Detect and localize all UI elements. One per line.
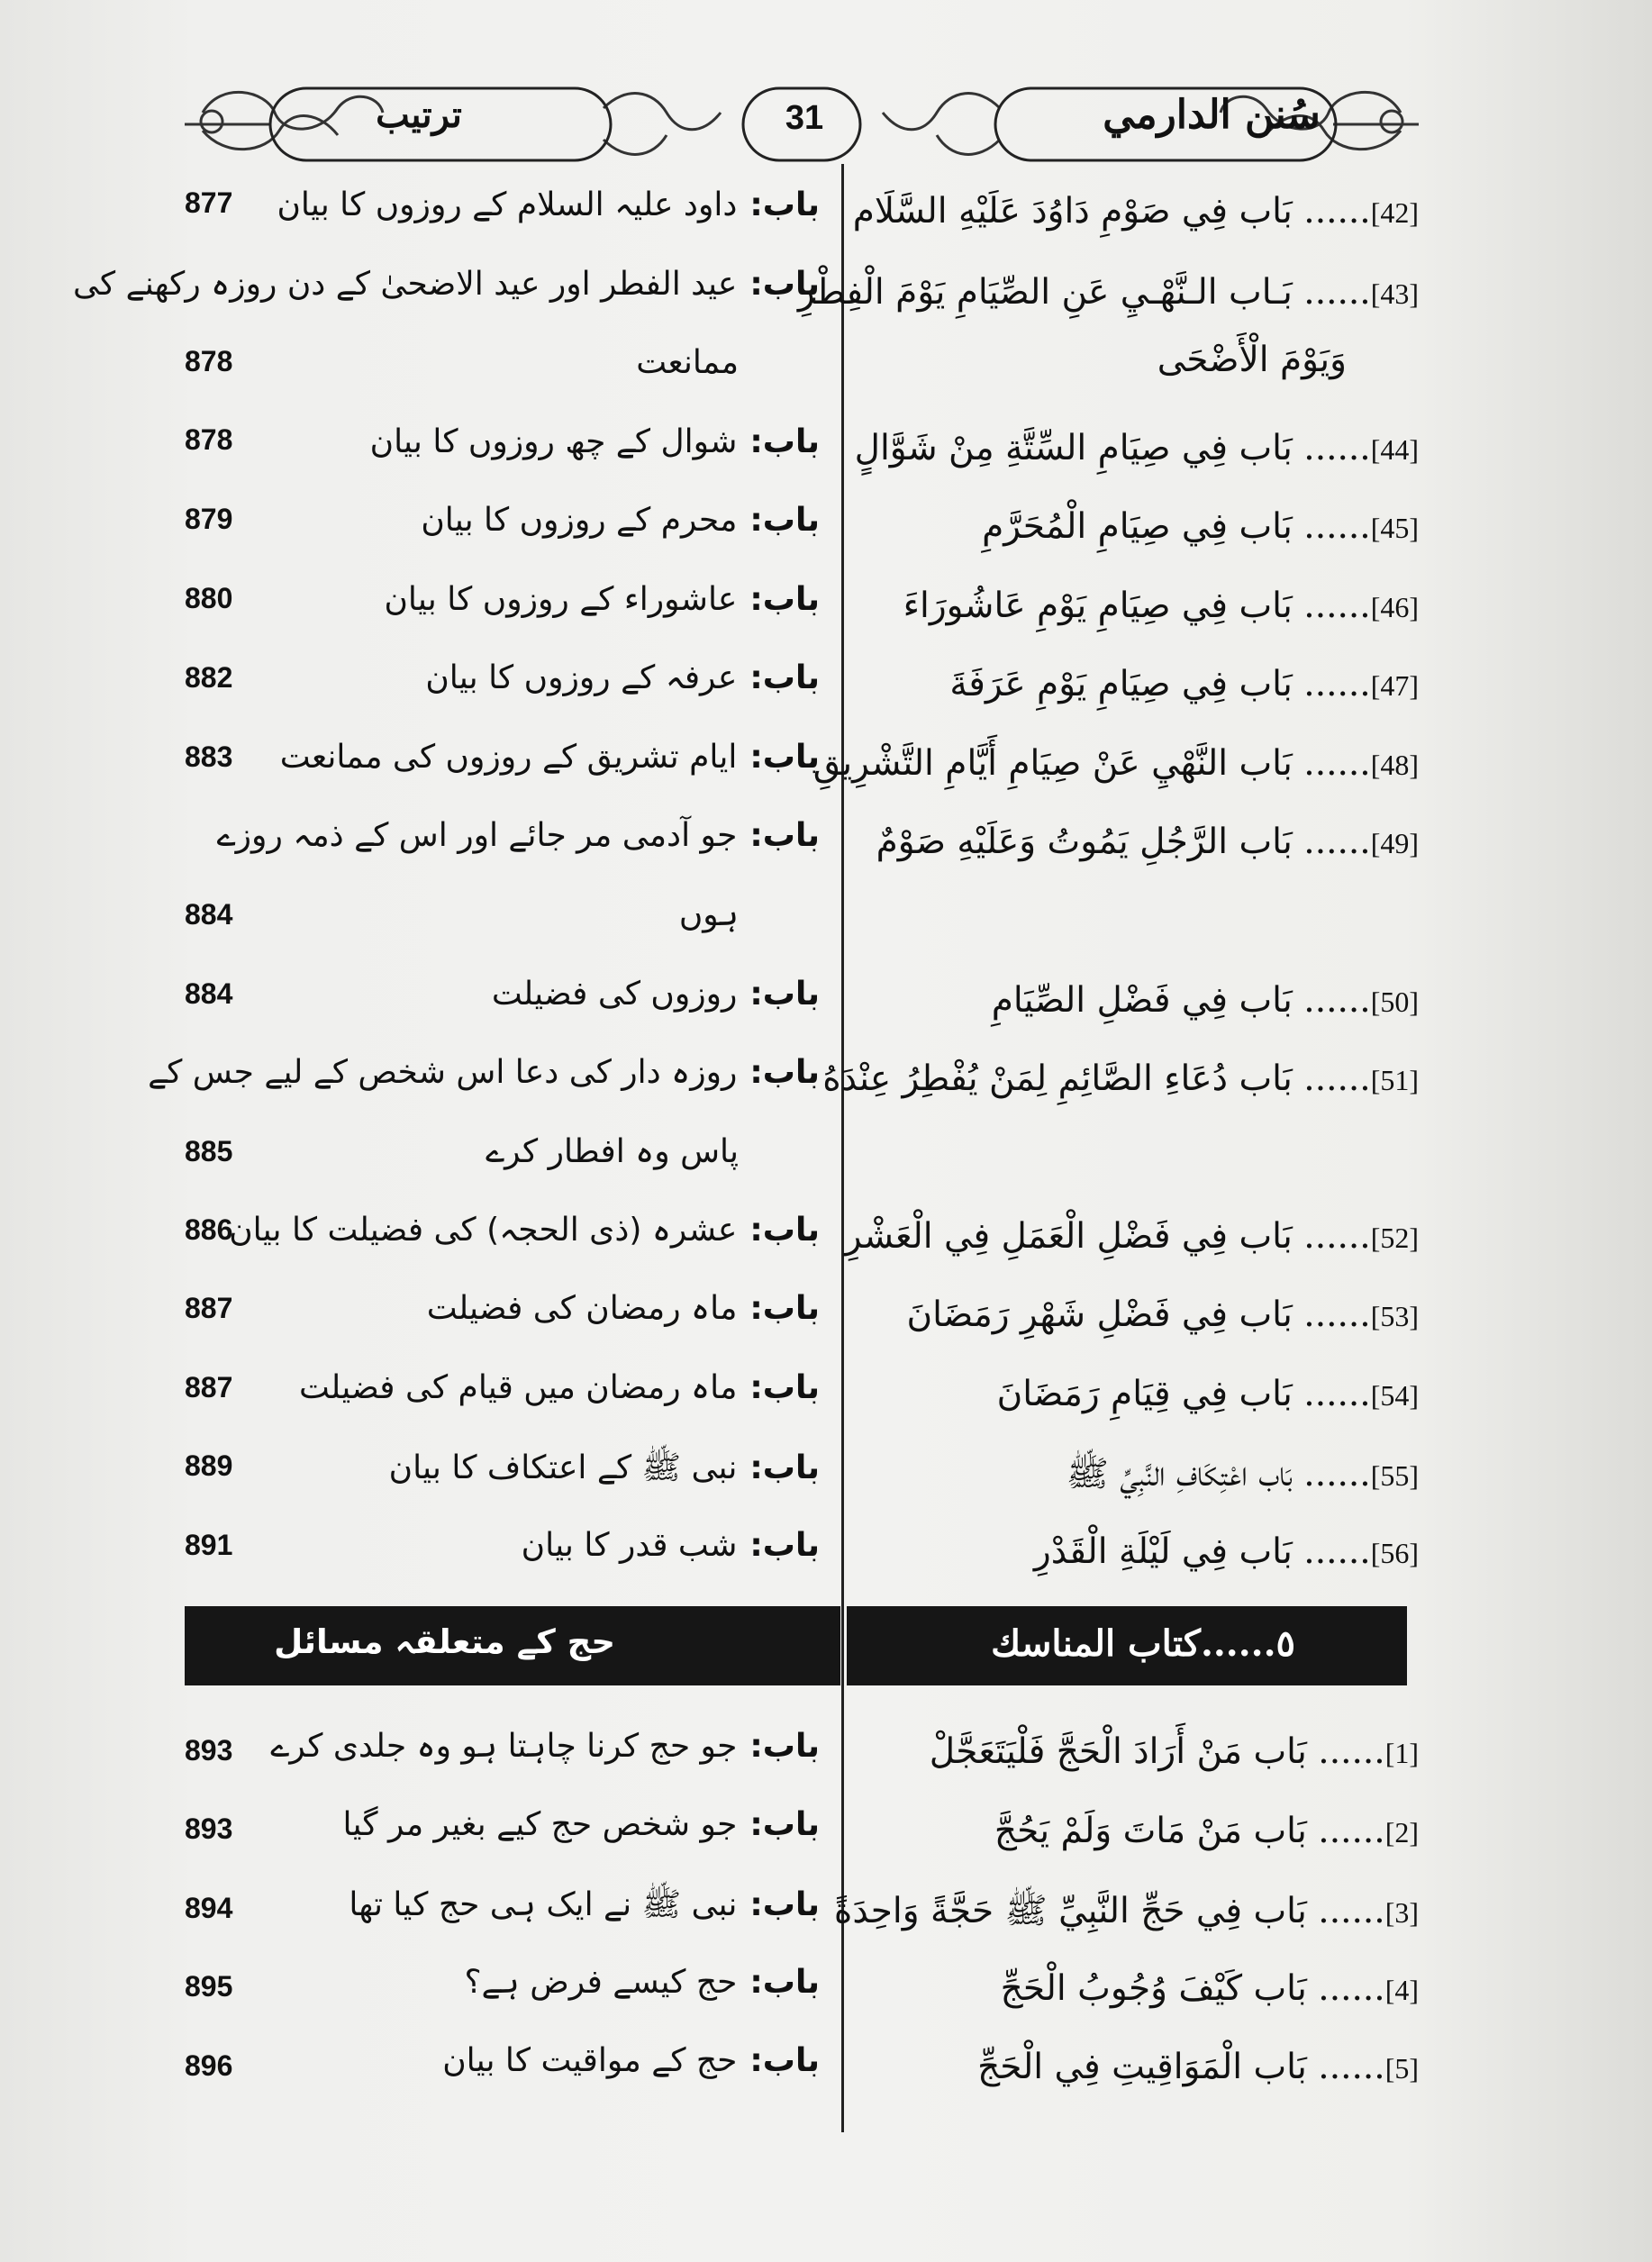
urdu-chapter-row <box>270 739 820 776</box>
chapter-number: [52] <box>1370 1222 1419 1254</box>
urdu-chapter-title: شب قدر کا بیان <box>521 1527 738 1564</box>
arabic-chapter-title: ...... بَاب الرَّجُلِ يَمُوتُ وَعَلَيْهِ صَوْمٌ <box>876 822 1371 862</box>
urdu-chapter-title: عید الفطر اور عید الاضحیٰ کے دن روزہ رکھنے کی <box>73 266 738 303</box>
urdu-chapter-title: ماہ رمضان کی فضیلت <box>426 1290 738 1327</box>
bab-label: باب: <box>749 1290 820 1327</box>
urdu-chapter-title: محرم کے روزوں کا بیان <box>421 502 738 539</box>
urdu-chapter-row <box>270 1290 820 1327</box>
bab-label: باب: <box>749 1449 820 1486</box>
chapter-number: [48] <box>1370 749 1419 781</box>
urdu-chapter-title: روزہ دار کی دعا اس شخص کے لیے جس کے <box>148 1054 738 1091</box>
arabic-chapter-row <box>860 1452 1419 1503</box>
arabic-chapter-title: ...... بَاب النَّهْيِ عَنْ صِيَامِ أَيَّامِ التَّشْرِيقِ <box>812 743 1371 784</box>
arabic-chapter-row <box>833 1889 1419 1940</box>
arabic-chapter-title: ...... بَاب فِي صِيَامِ السِّتَّةِ مِنْ شَوَّالٍ <box>854 428 1371 468</box>
urdu-chapter-row <box>270 1728 820 1765</box>
bab-label: باب: <box>749 739 820 776</box>
page-ref: 894 <box>185 1892 233 1924</box>
arabic-chapter-title: ...... بَاب مَنْ أَرَادَ الْحَجَّ فَلْيَتَعَجَّلْ <box>929 1731 1385 1772</box>
urdu-chapter-row <box>270 186 820 223</box>
arabic-chapter-title: ...... بَاب فِي صِيَامِ يَوْمِ عَرَفَةَ <box>949 664 1371 704</box>
bab-label: باب: <box>749 502 820 539</box>
arabic-chapter-title: ...... بَاب فِي لَيْلَةِ الْقَدْرِ <box>1033 1531 1371 1572</box>
urdu-chapter-row <box>73 266 820 303</box>
arabic-book-heading-bar <box>847 1606 1407 1685</box>
bab-label: باب: <box>749 1886 820 1923</box>
urdu-chapter-row <box>270 2042 820 2079</box>
urdu-chapter-row <box>229 1212 820 1249</box>
arabic-chapter-title: ...... بَاب فِي فَضْلِ الْعَمَلِ فِي الْعَشْرِ <box>844 1216 1371 1257</box>
arabic-chapter-row <box>860 586 1419 626</box>
urdu-chapter-row <box>270 1885 820 1931</box>
chapter-number: [49] <box>1370 827 1419 859</box>
arabic-chapter-row <box>860 506 1419 547</box>
arabic-chapter-row <box>860 664 1419 704</box>
bab-label: باب: <box>749 1212 820 1249</box>
arabic-chapter-row <box>860 1968 1419 2009</box>
bab-label: باب: <box>749 1964 820 2001</box>
urdu-chapter-row <box>148 1054 820 1091</box>
urdu-chapter-row <box>270 1369 820 1406</box>
urdu-chapter-title: ماہ رمضان میں قیام کی فضیلت <box>298 1369 738 1406</box>
urdu-chapter-title: عشرہ (ذی الحجہ) کی فضیلت کا بیان <box>229 1212 738 1249</box>
urdu-chapter-title: روزوں کی فضیلت <box>491 976 738 1013</box>
urdu-chapter-row <box>270 423 820 460</box>
urdu-book-heading: حج کے متعلقہ مسائل <box>274 1622 615 1661</box>
arabic-chapter-title: ...... بَاب فِي فَضْلِ شَهْرِ رَمَضَانَ <box>906 1295 1371 1335</box>
bab-label: باب: <box>749 1728 820 1765</box>
arabic-chapter-title: ...... بَاب فِي صِيَامِ يَوْمِ عَاشُورَاءَ <box>903 586 1371 626</box>
arabic-chapter-title: ...... بَاب اعْتِكَافِ النَّبِيِّ ﷺ <box>1066 1454 1371 1494</box>
urdu-chapter-row <box>270 1527 820 1564</box>
bab-label: باب: <box>749 1527 820 1564</box>
page-number: 31 <box>785 99 824 137</box>
arabic-chapter-row <box>852 191 1419 232</box>
urdu-chapter-title: عاشوراء کے روزوں کا بیان <box>384 581 738 618</box>
urdu-chapter-title-cont: ممانعت <box>636 344 739 381</box>
arabic-chapter-row <box>854 428 1419 468</box>
page-ref: 886 <box>185 1213 233 1246</box>
chapter-number: [4] <box>1384 1974 1419 2006</box>
urdu-chapter-title: جو شخص حج کیے بغیر مر گیا <box>342 1806 738 1843</box>
column-divider <box>841 164 844 2132</box>
arabic-chapter-row <box>822 1058 1419 1099</box>
bab-label: باب: <box>749 976 820 1013</box>
chapter-number: [42] <box>1370 196 1419 229</box>
bab-label: باب: <box>749 2042 820 2079</box>
page-ref: 893 <box>185 1812 233 1845</box>
chapter-number: [5] <box>1384 2052 1419 2085</box>
page-ref: 889 <box>185 1449 233 1482</box>
chapter-number: [47] <box>1370 669 1419 702</box>
chapter-number: [1] <box>1384 1737 1419 1769</box>
chapter-number: [43] <box>1370 277 1419 310</box>
urdu-chapter-row <box>270 502 820 539</box>
arabic-book-heading: ٥......كتاب المناسك <box>991 1622 1295 1665</box>
chapter-number: [56] <box>1370 1537 1419 1569</box>
urdu-chapter-title: عرفہ کے روزوں کا بیان <box>425 659 738 696</box>
urdu-chapter-title: داود علیہ السلام کے روزوں کا بیان <box>277 186 738 223</box>
page-ref: 878 <box>185 345 233 377</box>
urdu-book-heading-bar <box>185 1606 840 1685</box>
arabic-chapter-row <box>860 980 1419 1021</box>
urdu-chapter-title: ایام تشریق کے روزوں کی ممانعت <box>279 739 738 776</box>
urdu-chapter-title: جو حج کرنا چاہتا ہو وہ جلدی کرے <box>270 1728 738 1765</box>
arabic-chapter-row <box>860 2047 1419 2087</box>
arabic-chapter-title: ...... بَاب فِي حَجِّ النَّبِيِّ ﷺ حَجَّةً وَاحِدَةً <box>833 1891 1385 1931</box>
arabic-chapter-row <box>860 1295 1419 1335</box>
bab-label: باب: <box>749 266 820 303</box>
urdu-chapter-title: حج کیسے فرض ہے؟ <box>464 1964 738 2001</box>
page-ref: 882 <box>185 661 233 694</box>
page-ref: 896 <box>185 2049 233 2082</box>
page-ref: 883 <box>185 740 233 773</box>
arabic-chapter-title: ...... بَاب فِي قِيَامِ رَمَضَانَ <box>996 1374 1371 1414</box>
arabic-chapter-row <box>860 1531 1419 1572</box>
urdu-chapter-title: جو آدمی مر جائے اور اس کے ذمہ روزے <box>216 817 738 854</box>
chapter-number: [2] <box>1384 1816 1419 1849</box>
urdu-chapter-title-cont: پاس وہ افطار کرے <box>486 1133 739 1170</box>
arabic-chapter-row <box>797 272 1419 380</box>
bab-label: باب: <box>749 1054 820 1091</box>
arabic-chapter-title: ...... بَاب الْمَوَاقِيتِ فِي الْحَجِّ <box>977 2047 1385 2087</box>
page-ref: 878 <box>185 423 233 456</box>
arabic-chapter-row <box>860 1374 1419 1414</box>
urdu-chapter-title: نبی ﷺ نے ایک ہی حج کیا تھا <box>349 1886 738 1923</box>
arabic-chapter-title: ...... بَاب دُعَاءِ الصَّائِمِ لِمَنْ يُفْطِرُ عِنْدَهُ <box>822 1058 1371 1099</box>
section-title: ترتيب <box>376 94 462 136</box>
page-ref: 891 <box>185 1529 233 1561</box>
bab-label: باب: <box>749 1369 820 1406</box>
urdu-chapter-row <box>270 659 820 696</box>
chapter-number: [53] <box>1370 1300 1419 1332</box>
page-ref: 885 <box>185 1135 233 1167</box>
urdu-chapter-row <box>216 817 820 854</box>
arabic-chapter-row <box>844 1216 1419 1257</box>
arabic-chapter-title: ...... بَاب فِي فَضْلِ الصِّيَامِ <box>991 980 1371 1021</box>
page-ref: 887 <box>185 1292 233 1324</box>
arabic-chapter-row <box>860 1731 1419 1772</box>
bab-label: باب: <box>749 1806 820 1843</box>
chapter-number: [54] <box>1370 1379 1419 1412</box>
chapter-number: [3] <box>1384 1896 1419 1929</box>
page-ref: 887 <box>185 1371 233 1404</box>
arabic-chapter-row <box>860 1811 1419 1851</box>
chapter-number: [45] <box>1370 512 1419 544</box>
urdu-chapter-row <box>270 1964 820 2001</box>
bab-label: باب: <box>749 659 820 696</box>
urdu-chapter-row <box>270 1448 820 1494</box>
page-ref: 884 <box>185 898 233 931</box>
urdu-chapter-row <box>270 976 820 1013</box>
arabic-chapter-title: ...... بَـاب الـنَّهْـيِ عَنِ الصِّيَامِ يَوْمَ الْفِطْرِ <box>797 272 1371 313</box>
arabic-chapter-row <box>812 743 1419 784</box>
chapter-number: [55] <box>1370 1459 1419 1492</box>
bab-label: باب: <box>749 581 820 618</box>
book-title: سُنن الدارمي <box>1103 92 1321 138</box>
page-ref: 893 <box>185 1734 233 1767</box>
arabic-chapter-title: ...... بَاب فِي صَوْمِ دَاوُدَ عَلَيْهِ السَّلَام <box>852 191 1371 232</box>
urdu-chapter-title: شوال کے چھ روزوں کا بیان <box>369 423 738 460</box>
bab-label: باب: <box>749 817 820 854</box>
chapter-number: [51] <box>1370 1064 1419 1096</box>
urdu-chapter-title: حج کے مواقیت کا بیان <box>442 2042 738 2079</box>
page-ref: 880 <box>185 582 233 614</box>
arabic-chapter-title: ...... بَاب كَيْفَ وُجُوبُ الْحَجِّ <box>1000 1968 1385 2009</box>
page-ref: 884 <box>185 977 233 1010</box>
chapter-number: [46] <box>1370 591 1419 623</box>
chapter-number: [44] <box>1370 433 1419 466</box>
chapter-number: [50] <box>1370 986 1419 1018</box>
arabic-chapter-title-cont: وَيَوْمَ الْأَضْحَى <box>1157 340 1347 380</box>
urdu-chapter-row <box>270 1806 820 1843</box>
arabic-chapter-title: ...... بَاب فِي صِيَامِ الْمُحَرَّمِ <box>982 506 1371 547</box>
urdu-chapter-title-cont: ہوں <box>678 896 739 933</box>
arabic-chapter-row <box>860 822 1419 862</box>
bab-label: باب: <box>749 186 820 223</box>
urdu-chapter-row <box>270 581 820 618</box>
urdu-chapter-title: نبی ﷺ کے اعتکاف کا بیان <box>388 1449 738 1486</box>
arabic-chapter-title: ...... بَاب مَنْ مَاتَ وَلَمْ يَحُجَّ <box>994 1811 1385 1851</box>
page-ref: 879 <box>185 503 233 535</box>
page-ref: 895 <box>185 1970 233 2003</box>
bab-label: باب: <box>749 423 820 460</box>
page-ref: 877 <box>185 186 233 219</box>
